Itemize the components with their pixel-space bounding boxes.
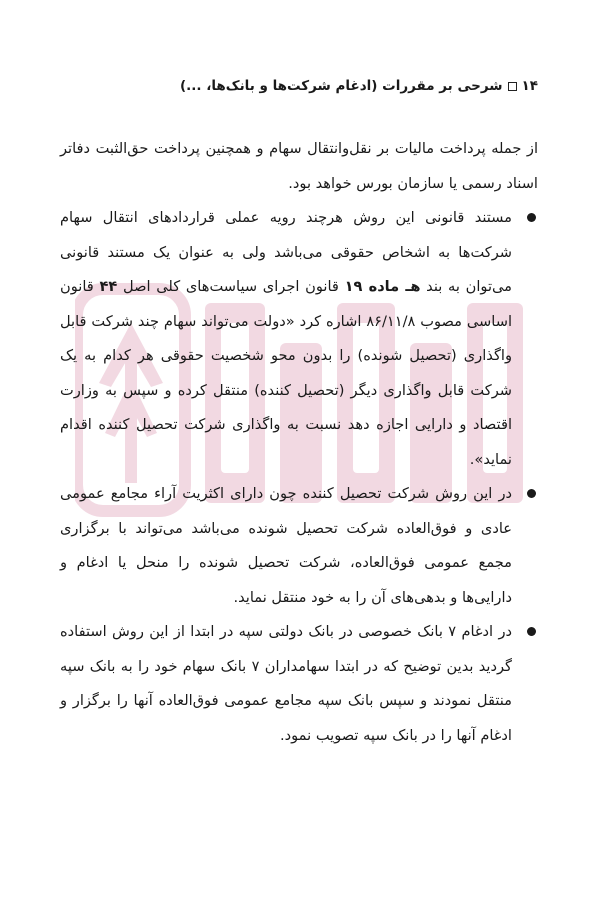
bullet-text: قانون اجرای سیاست‌های کلی اصل <box>117 278 345 295</box>
bullet-text: مستند قانونی این روش هرچند رویه عملی قراردادهای انتقال سهام شرکت‌ها به اشخاص حقوقی می‌باشد ولی به عنوان یک مستند قانونی می‌توان به بند <box>60 209 512 295</box>
bullet-item <box>60 615 538 753</box>
bold-principle-number: ۴۴ <box>99 278 118 295</box>
header-title: شرحی بر مقررات (ادغام شرکت‌ها و بانک‌ها، ...) <box>179 78 503 94</box>
running-header <box>62 74 538 98</box>
bullet-text: در ادغام ۷ بانک خصوصی در بانک دولتی سپه در ابتدا از این روش استفاده گردید بدین توضیح که در ابتدا سهامداران ۷ بانک سهام خود را به بانک سپه منتقل نمودند و سپس بانک سپه مجامع عمومی فوق‌العاده آنها را برگزار و ادغام آنها را در بانک سپه تصویب نمود. <box>60 623 512 744</box>
square-box-icon <box>508 82 517 91</box>
bullet-text: قانون اساسی مصوب ۸۶/۱۱/۸ اشاره کرد «دولت می‌تواند سهام چند شرکت قابل واگذاری (تحصیل شونده) را بدون محو شخصیت حقوقی هر کدام به یک شرکت قابل واگذاری دیگر (تحصیل کننده) منتقل کرده و سپس به وزارت اقتصاد و دارایی اجازه دهد نسبت به واگذاری شرکت تحصیل کننده اقدام نماید». <box>60 278 513 468</box>
bullet-item <box>60 201 538 477</box>
body-text <box>60 132 538 753</box>
page-number: ۱۴ <box>521 78 538 94</box>
bullet-dot-icon <box>527 213 536 222</box>
bullet-text: در این روش شرکت تحصیل کننده چون دارای اکثریت آراء مجامع عمومی عادی و فوق‌العاده شرکت تحصیل شونده می‌باشد می‌تواند با برگزاری مجمع عمومی فوق‌العاده، شرکت تحصیل شونده را منحل یا ادغام و دارایی‌ها و بدهی‌های آن را به خود منتقل نماید. <box>60 485 512 606</box>
bold-reference: هـ ماده ۱۹ <box>344 278 421 295</box>
bullet-item <box>60 477 538 615</box>
bullet-dot-icon <box>527 627 536 636</box>
intro-paragraph: از جمله پرداخت مالیات بر نقل‌وانتقال سهام و همچنین پرداخت حق‌الثبت دفاتر اسناد رسمی یا سازمان بورس خواهد بود. <box>60 140 538 192</box>
bullet-dot-icon <box>527 489 536 498</box>
